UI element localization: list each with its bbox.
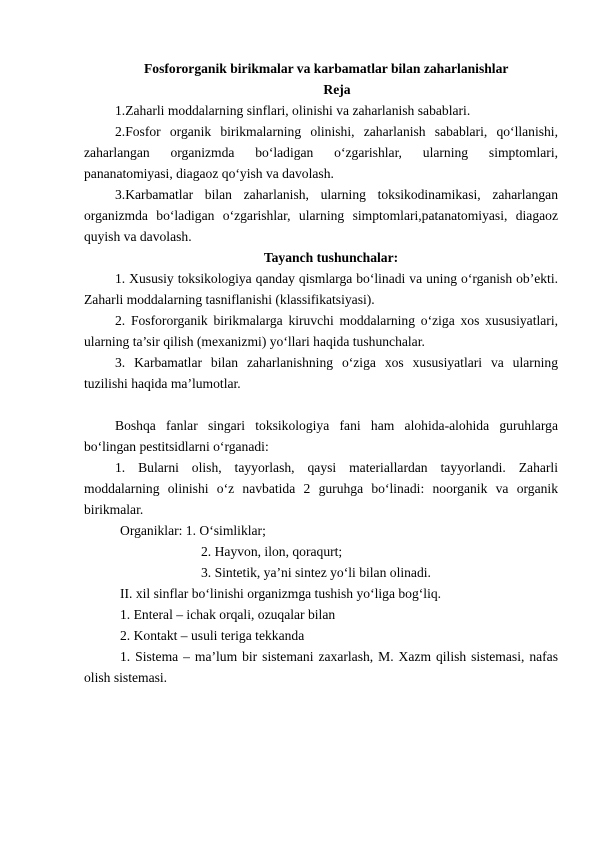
tayanch-item-2: 2. Fosfororganik birikmalarga kiruvchi moddalarning o‘ziga xos xususiyatlari, ularning ta’sir qilish (mexanizmi) yo‘llari haqida tushunchalar. [84, 313, 558, 349]
enteral-line: 1. Enteral – ichak orqali, ozuqalar bilan [120, 607, 336, 622]
document-page [84, 58, 558, 688]
organiklar-line-1: Organiklar: 1. O‘simliklar; [120, 523, 266, 538]
tayanch-item-3: 3. Karbamatlar bilan zaharlanishning o‘ziga xos xususiyatlari va ularning tuzilishi haqida ma’lumotlar. [84, 355, 558, 391]
kontakt-line: 2. Kontakt – usuli teriga tekkanda [120, 628, 305, 643]
blank-line [84, 394, 558, 415]
reja-item-2: 2.Fosfor organik birikmalarning olinishi, zaharlanish sabablari, qo‘llanishi, zaharlangan organizmda bo‘ladigan o‘zgarishlar, ularning simptomlari, pananatomiyasi, diagaoz qo‘yish va davolash. [84, 124, 558, 181]
organiklar-line-2: 2. Hayvon, ilon, qoraqurt; [201, 544, 343, 559]
reja-heading: Reja [323, 82, 351, 97]
body-paragraph-1: Boshqa fanlar singari toksikologiya fani ham alohida-alohida guruhlarga bo‘lingan pestitsidlarni o‘rganadi: [84, 418, 558, 454]
tayanch-heading: Tayanch tushunchalar: [263, 250, 399, 265]
document-title: Fosfororganik birikmalar va karbamatlar bilan zaharlanishlar [144, 61, 509, 76]
reja-item-3: 3.Karbamatlar bilan zaharlanish, ularning toksikodinamikasi, zaharlangan organizmda bo‘ladigan o‘zgarishlar, ularning simptomlari,patanatomiyasi, diagaoz quyish va davolash. [84, 187, 558, 244]
body-paragraph-2: 1. Bularni olish, tayyorlash, qaysi materiallardan tayyorlandi. Zaharli moddalarning olinishi o‘z navbatida 2 guruhga bo‘linadi: noorganik va organik birikmalar. [84, 460, 558, 517]
reja-item-1: 1.Zaharli moddalarning sinflari, olinishi va zaharlanish sabablari. [115, 103, 471, 118]
class-ii-line: II. xil sinflar bo‘linishi organizmga tushish yo‘liga bog‘liq. [120, 586, 442, 601]
organiklar-line-3: 3. Sintetik, ya’ni sintez yo‘li bilan olinadi. [201, 565, 431, 580]
tayanch-item-1: 1. Xususiy toksikologiya qanday qismlarga bo‘linadi va uning o‘rganish ob’ekti. Zaharli moddalarning tasniflanishi (klassifikatsiyasi). [84, 271, 558, 307]
sistema-paragraph: 1. Sistema – ma’lum bir sistemani zaxarlash, M. Xazm qilish sistemasi, nafas olish sistemasi. [84, 649, 558, 685]
